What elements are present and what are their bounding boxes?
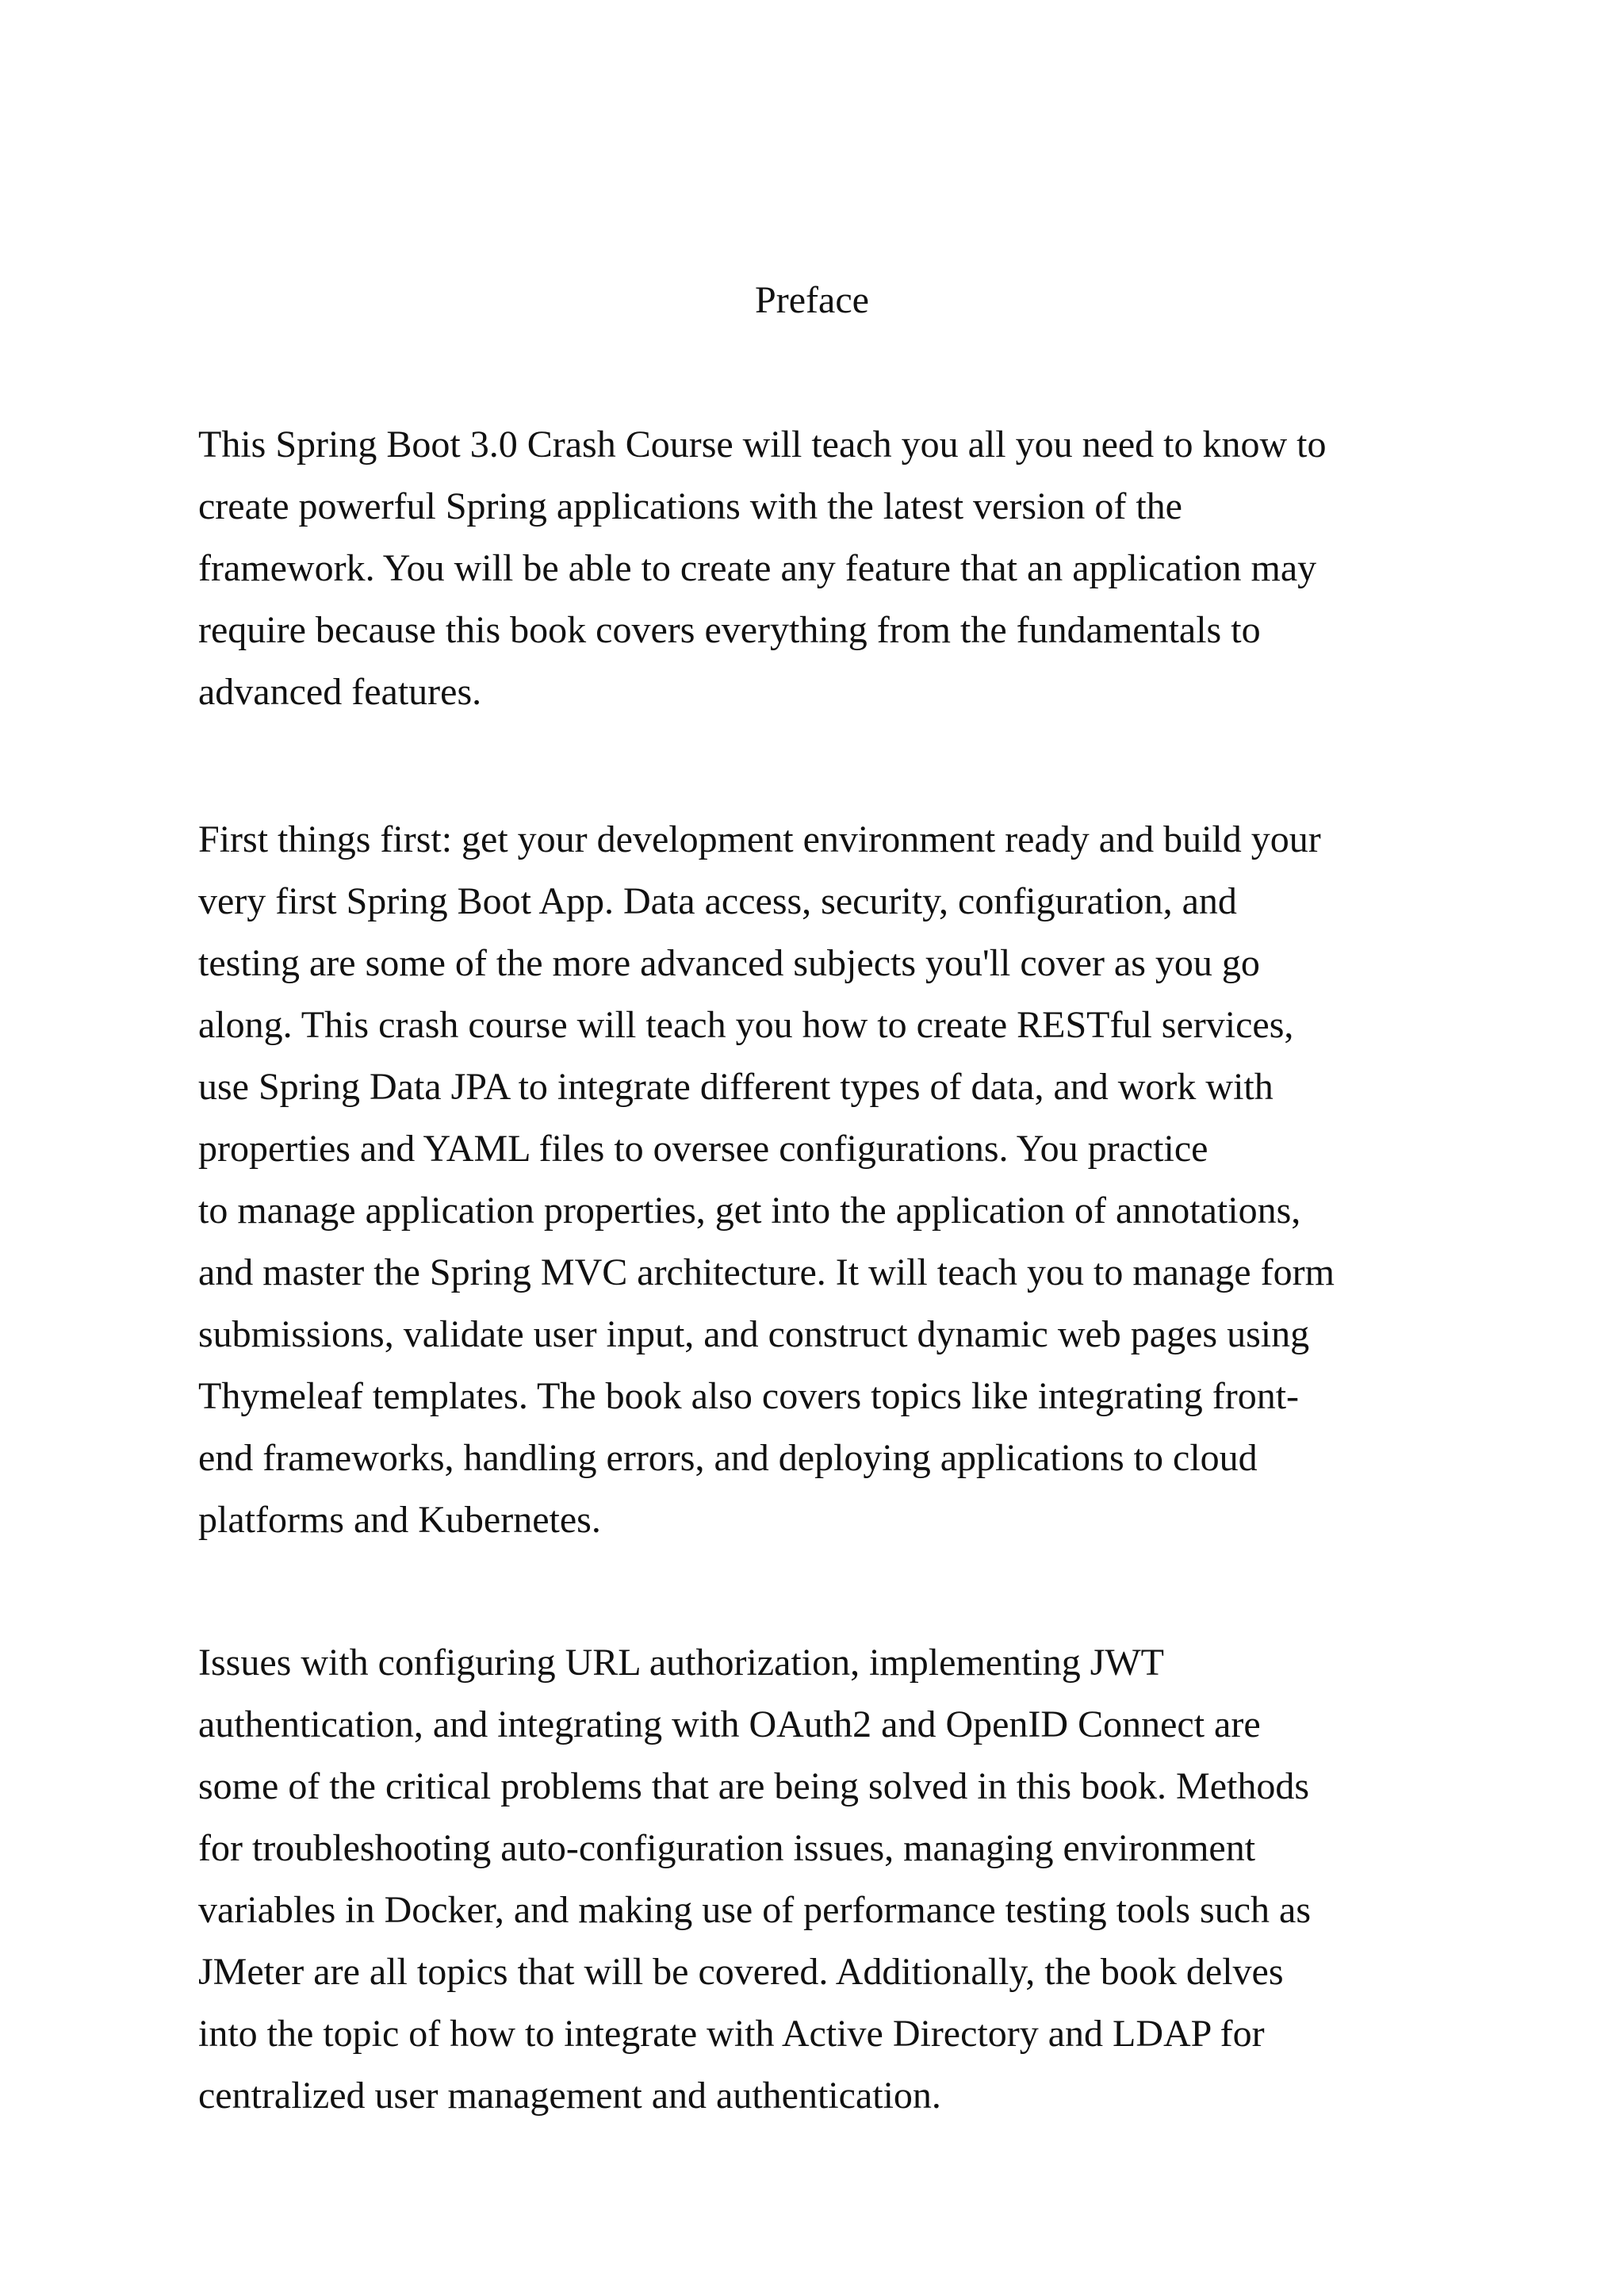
text-line: This Spring Boot 3.0 Crash Course will teach you all you need to know to — [198, 423, 1327, 466]
text-line: testing are some of the more advanced subjects you'll cover as you go — [198, 942, 1260, 984]
text-line: Thymeleaf templates. The book also covers topics like integrating front- — [198, 1375, 1300, 1417]
paragraph-intro — [198, 414, 1435, 723]
text-line: properties and YAML files to oversee configurations. You practice — [198, 1128, 1208, 1170]
text-line: some of the critical problems that are being solved in this book. Methods — [198, 1765, 1310, 1807]
text-line: require because this book covers everything from the fundamentals to — [198, 609, 1261, 651]
text-line: variables in Docker, and making use of performance testing tools such as — [198, 1889, 1311, 1931]
text-line: framework. You will be able to create any feature that an application may — [198, 547, 1317, 589]
text-line: JMeter are all topics that will be covered. Additionally, the book delves — [198, 1951, 1284, 1993]
text-line: First things first: get your development environment ready and build your — [198, 818, 1321, 860]
text-line: Issues with configuring URL authorization, implementing JWT — [198, 1642, 1164, 1684]
text-line: platforms and Kubernetes. — [198, 1499, 601, 1541]
text-line: create powerful Spring applications with the latest version of the — [198, 485, 1182, 527]
text-line: to manage application properties, get into the application of annotations, — [198, 1190, 1301, 1232]
text-line: and master the Spring MVC architecture. It will teach you to manage form — [198, 1251, 1335, 1293]
text-line: along. This crash course will teach you how to create RESTful services, — [198, 1004, 1294, 1046]
page-title: Preface — [755, 279, 869, 321]
text-line: very first Spring Boot App. Data access, security, configuration, and — [198, 880, 1237, 922]
text-line: use Spring Data JPA to integrate different types of data, and work with — [198, 1066, 1274, 1108]
text-line: end frameworks, handling errors, and deploying applications to cloud — [198, 1437, 1258, 1479]
text-line: authentication, and integrating with OAuth2 and OpenID Connect are — [198, 1703, 1261, 1745]
text-line: submissions, validate user input, and construct dynamic web pages using — [198, 1313, 1310, 1355]
paragraph-issues — [198, 1632, 1435, 2127]
text-line: advanced features. — [198, 671, 482, 713]
text-line: for troubleshooting auto-configuration issues, managing environment — [198, 1827, 1256, 1869]
text-line: centralized user management and authentication. — [198, 2075, 941, 2117]
text-line: into the topic of how to integrate with Active Directory and LDAP for — [198, 2013, 1265, 2055]
paragraph-overview — [198, 809, 1435, 1551]
